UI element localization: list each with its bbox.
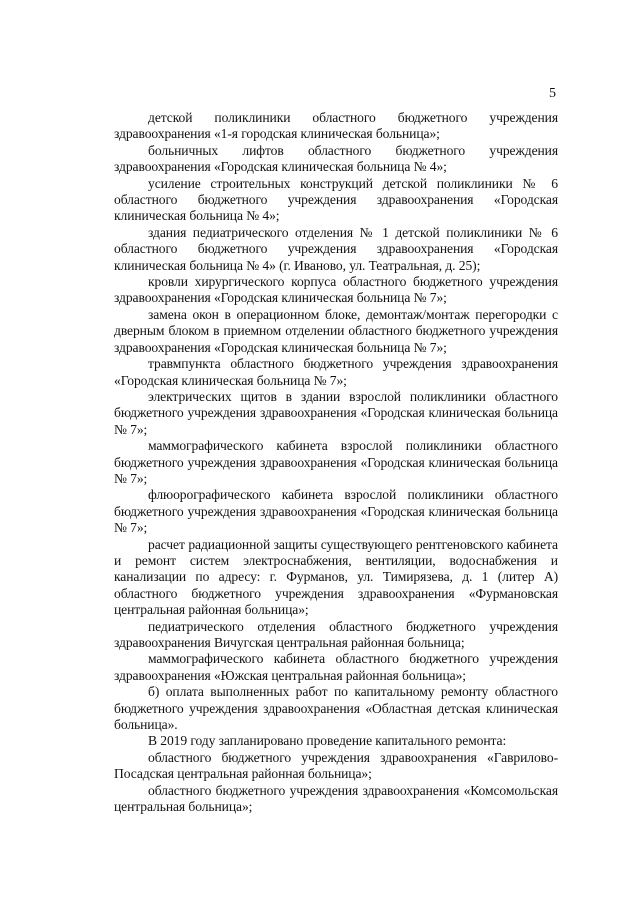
paragraph: б) оплата выполненных работ по капитальному ремонту областного бюджетного учреждения здравоохранения «Областная детская клиническая больница». [114,684,558,733]
paragraph: В 2019 году запланировано проведение капитального ремонта: [148,733,507,749]
paragraph: детской поликлиники областного бюджетного учреждения здравоохранения «1-я городская клиническая больница»; [114,110,558,142]
paragraph: расчет радиационной защиты существующего рентгеновского кабинета и ремонт систем электроснабжения, вентиляции, водоснабжения и канализации по адресу: г. Фурманов, ул. Тимирязева, д. 1 (литер А) областного бюджетного учреждения здравоохранения «Фурмановская центральная районная больница»; [114,536,558,618]
paragraph: маммографического кабинета взрослой поликлиники областного бюджетного учреждения здравоохранения «Городская клиническая больница № 7»; [114,438,558,486]
paragraph: маммографического кабинета областного бюджетного учреждения здравоохранения «Южская центральная районная больница»; [114,651,558,683]
paragraph: кровли хирургического корпуса областного бюджетного учреждения здравоохранения «Городская клиническая больница № 7»; [114,274,558,306]
paragraph: здания педиатрического отделения № 1 детской поликлиники № 6 областного бюджетного учреждения здравоохранения «Городская клиническая больница № 4» (г. Иваново, ул. Театральная, д. 25); [114,224,558,273]
document-body [114,110,558,815]
paragraph: больничных лифтов областного бюджетного учреждения здравоохранения «Городская клиническая больница № 4»; [114,142,558,175]
paragraph: электрических щитов в здании взрослой поликлиники областного бюджетного учреждения здравоохранения «Городская клиническая больница № 7»; [114,388,558,437]
page-number: 5 [549,86,556,101]
paragraph: областного бюджетного учреждения здравоохранения «Комсомольская центральная больница»; [114,782,558,815]
paragraph: флюорографического кабинета взрослой поликлиники областного бюджетного учреждения здравоохранения «Городская клиническая больница № 7»; [114,487,558,536]
paragraph: областного бюджетного учреждения здравоохранения «Гаврилово-Посадская центральная районная больница»; [114,749,558,782]
paragraph: педиатрического отделения областного бюджетного учреждения здравоохранения Вичугская центральная районная больница; [114,618,558,650]
paragraph: травмпункта областного бюджетного учреждения здравоохранения «Городская клиническая больница № 7»; [114,356,558,388]
paragraph: усиление строительных конструкций детской поликлиники № 6 областного бюджетного учреждения здравоохранения «Городская клиническая больница № 4»; [114,175,558,224]
paragraph: замена окон в операционном блоке, демонтаж/монтаж перегородки с дверным блоком в приемном отделении областного бюджетного учреждения здравоохранения «Городская клиническая больница № 7»; [114,306,558,355]
